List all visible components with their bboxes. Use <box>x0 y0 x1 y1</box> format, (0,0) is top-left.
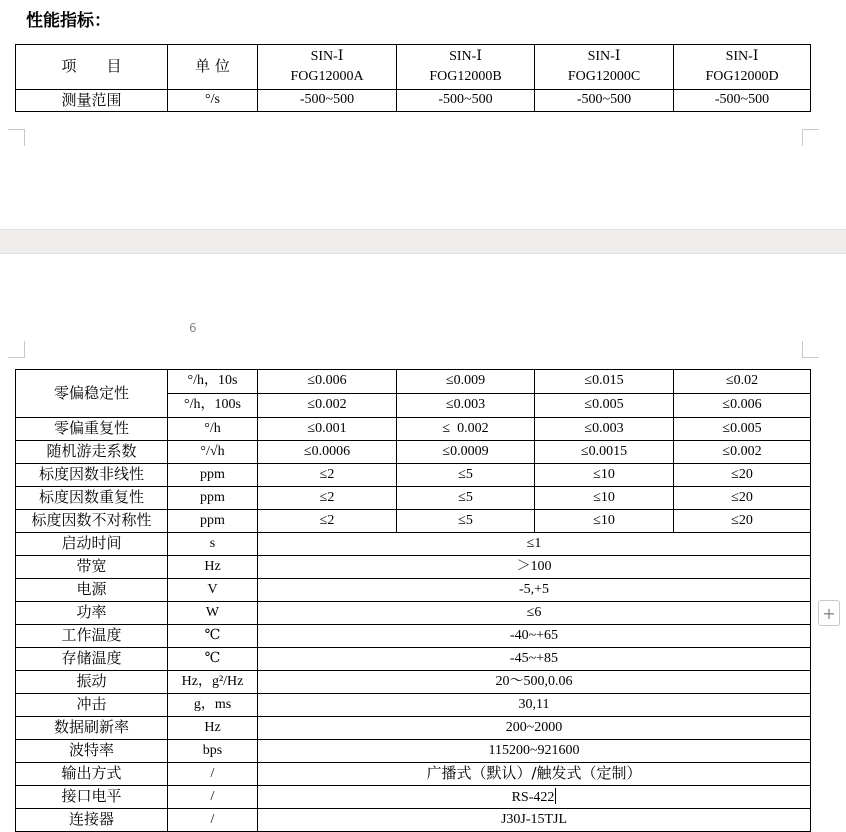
table-row <box>16 648 811 671</box>
param-unit: Hz，g²/Hz <box>168 671 258 694</box>
param-value: J30J-15TJL <box>258 809 811 832</box>
table-row <box>16 740 811 763</box>
model-series: SIN-Ⅰ <box>310 48 344 64</box>
table-row <box>16 487 811 510</box>
model-series: SIN-Ⅰ <box>587 48 621 64</box>
param-unit: / <box>168 786 258 809</box>
table-row <box>16 370 811 394</box>
param-unit: W <box>168 602 258 625</box>
param-unit: ℃ <box>168 625 258 648</box>
param-value: ≤1 <box>258 533 811 556</box>
param-value: ≤5 <box>397 464 535 487</box>
table-row <box>16 694 811 717</box>
param-value: ≤0.003 <box>397 394 535 418</box>
param-value: RS-422 <box>511 789 555 805</box>
param-value: -500~500 <box>397 90 535 112</box>
param-name: 带宽 <box>16 556 168 579</box>
param-value: ≤0.02 <box>674 370 811 394</box>
param-name: 标度因数不对称性 <box>16 510 168 533</box>
param-name: 零偏稳定性 <box>16 370 168 418</box>
header-model <box>674 45 811 90</box>
table-row <box>16 602 811 625</box>
table-row <box>16 579 811 602</box>
param-value: ≤2 <box>258 487 397 510</box>
param-name: 标度因数非线性 <box>16 464 168 487</box>
table-row <box>16 625 811 648</box>
param-name: 接口电平 <box>16 786 168 809</box>
param-value: 30,11 <box>258 694 811 717</box>
param-value: -40~+65 <box>258 625 811 648</box>
param-value: ≤0.006 <box>258 370 397 394</box>
param-value: ≤0.001 <box>258 418 397 441</box>
param-unit: / <box>168 763 258 786</box>
param-value: ≤5 <box>397 487 535 510</box>
param-value-with-cursor[interactable] <box>258 786 811 809</box>
param-unit: V <box>168 579 258 602</box>
param-value: ≤2 <box>258 510 397 533</box>
param-name: 振动 <box>16 671 168 694</box>
param-unit: s <box>168 533 258 556</box>
param-value: 200~2000 <box>258 717 811 740</box>
table-header-row <box>16 45 811 90</box>
param-value: ≤20 <box>674 510 811 533</box>
param-unit: / <box>168 809 258 832</box>
param-value: ≤10 <box>535 464 674 487</box>
param-name: 冲击 <box>16 694 168 717</box>
page-number: 6 <box>189 321 197 335</box>
param-name: 功率 <box>16 602 168 625</box>
param-value: ≤20 <box>674 487 811 510</box>
param-value: -500~500 <box>674 90 811 112</box>
param-unit: Hz <box>168 717 258 740</box>
param-value: 20～500,0.06 <box>258 671 811 694</box>
param-name: 波特率 <box>16 740 168 763</box>
param-name: 测量范围 <box>16 90 168 112</box>
param-value: -500~500 <box>535 90 674 112</box>
param-value: ≤0.009 <box>397 370 535 394</box>
param-value: ≤5 <box>397 510 535 533</box>
param-value: ≤10 <box>535 510 674 533</box>
param-name: 标度因数重复性 <box>16 487 168 510</box>
page-corner-mark <box>802 341 819 358</box>
header-model <box>258 45 397 90</box>
page-corner-mark <box>8 341 25 358</box>
model-series: SIN-Ⅰ <box>725 48 759 64</box>
model-code: FOG12000D <box>705 69 779 84</box>
document-page-1 <box>0 0 846 229</box>
param-value: ≤10 <box>535 487 674 510</box>
param-value: ≤0.015 <box>535 370 674 394</box>
header-unit: 单 位 <box>168 45 258 90</box>
param-value: ≤0.0006 <box>258 441 397 464</box>
model-code: FOG12000C <box>567 69 641 84</box>
param-unit: bps <box>168 740 258 763</box>
param-name: 随机游走系数 <box>16 441 168 464</box>
header-item: 项 目 <box>16 45 168 90</box>
param-unit: °/h，100s <box>168 394 258 418</box>
model-code: FOG12000B <box>429 69 502 84</box>
param-value: 广播式（默认）/触发式（定制） <box>258 763 811 786</box>
param-unit: °/√h <box>168 441 258 464</box>
header-model <box>397 45 535 90</box>
param-value: ≤0.002 <box>674 441 811 464</box>
param-name: 连接器 <box>16 809 168 832</box>
param-value: -5,+5 <box>258 579 811 602</box>
param-unit: ℃ <box>168 648 258 671</box>
param-name: 零偏重复性 <box>16 418 168 441</box>
param-name: 启动时间 <box>16 533 168 556</box>
param-name: 电源 <box>16 579 168 602</box>
param-unit: °/h <box>168 418 258 441</box>
spec-table-part1 <box>15 44 811 112</box>
param-value: ≤ 0.002 <box>397 418 535 441</box>
param-name: 工作温度 <box>16 625 168 648</box>
param-value: ≤0.005 <box>674 418 811 441</box>
param-unit: °/s <box>168 90 258 112</box>
table-row <box>16 671 811 694</box>
table-row <box>16 418 811 441</box>
table-row <box>16 717 811 740</box>
table-row <box>16 510 811 533</box>
header-model <box>535 45 674 90</box>
param-unit: ppm <box>168 510 258 533</box>
table-row <box>16 464 811 487</box>
page-corner-mark <box>802 129 819 146</box>
table-row <box>16 90 811 112</box>
add-row-plus-icon[interactable]: + <box>818 600 840 626</box>
param-value: ≤0.002 <box>258 394 397 418</box>
param-value: -500~500 <box>258 90 397 112</box>
param-unit: g，ms <box>168 694 258 717</box>
text-cursor <box>555 788 556 804</box>
page-corner-mark <box>8 129 25 146</box>
param-value: -45~+85 <box>258 648 811 671</box>
param-value: ≤20 <box>674 464 811 487</box>
model-code: FOG12000A <box>290 69 364 84</box>
table-row <box>16 786 811 809</box>
section-heading: 性能指标： <box>26 11 111 31</box>
param-value: ≤0.006 <box>674 394 811 418</box>
table-row <box>16 809 811 832</box>
param-value: ＞100 <box>258 556 811 579</box>
param-value: ≤0.0009 <box>397 441 535 464</box>
table-row <box>16 763 811 786</box>
param-value: ≤0.0015 <box>535 441 674 464</box>
param-name: 存储温度 <box>16 648 168 671</box>
spec-table-part2 <box>15 369 811 832</box>
table-row <box>16 533 811 556</box>
table-row <box>16 556 811 579</box>
param-value: ≤2 <box>258 464 397 487</box>
param-unit: ppm <box>168 487 258 510</box>
table-row <box>16 441 811 464</box>
param-name: 数据刷新率 <box>16 717 168 740</box>
param-value: ≤0.005 <box>535 394 674 418</box>
param-value: ≤6 <box>258 602 811 625</box>
param-unit: Hz <box>168 556 258 579</box>
param-value: 115200~921600 <box>258 740 811 763</box>
param-unit: °/h，10s <box>168 370 258 394</box>
page-gap <box>0 229 846 254</box>
param-value: ≤0.003 <box>535 418 674 441</box>
param-name: 输出方式 <box>16 763 168 786</box>
param-unit: ppm <box>168 464 258 487</box>
model-series: SIN-Ⅰ <box>449 48 482 64</box>
